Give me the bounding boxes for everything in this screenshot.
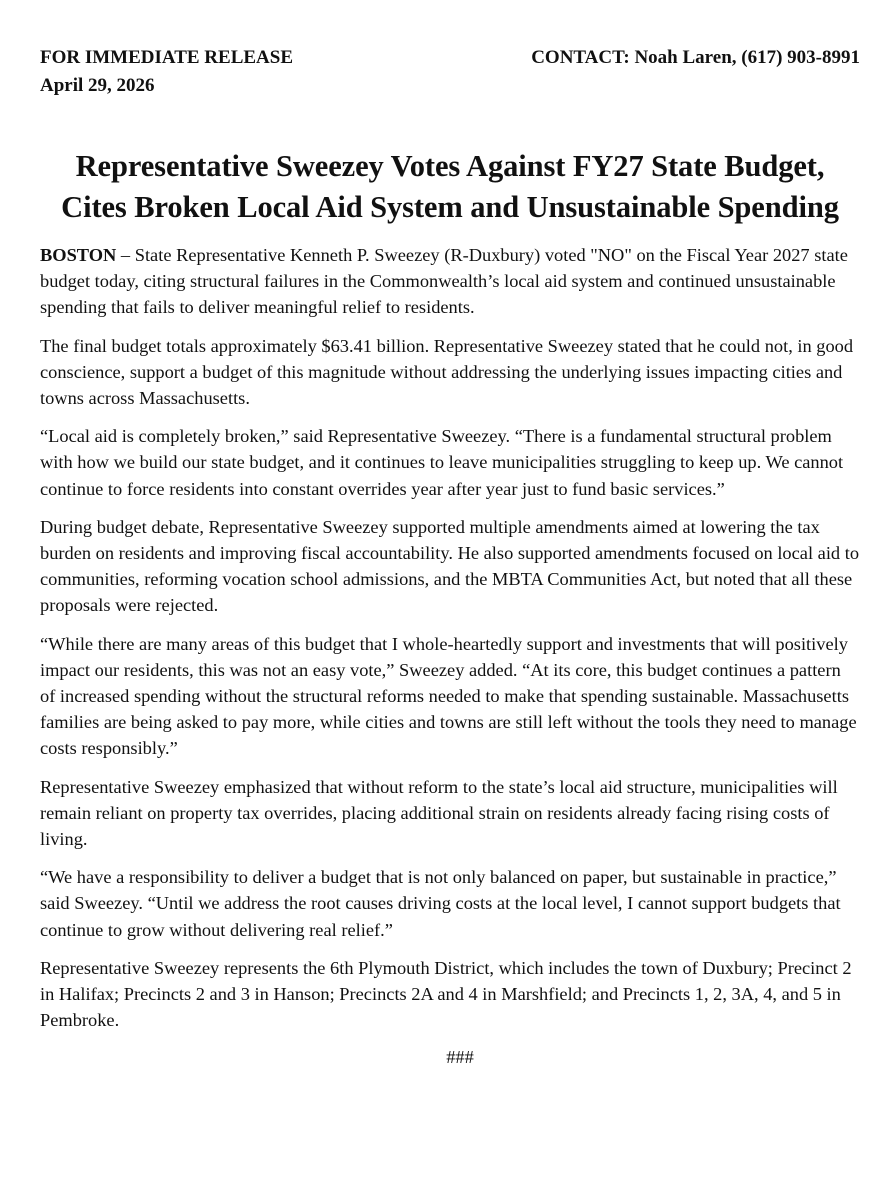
lead-paragraph (40, 242, 860, 321)
headline-line-1: Representative Sweezey Votes Against FY27 State Budget, (75, 149, 825, 183)
paragraph-vote-quote: “While there are many areas of this budget that I whole-heartedly support and investments that will positively impact our residents, this was not an easy vote,” Sweezey added. “At its core, this budget continues a pattern of increased spending without the structural reforms needed to make that spending sustainable. Massachusetts families are being asked to pay more, while cities and towns are still left without the tools they need to manage costs responsibly.” (40, 633, 857, 759)
headline-line-2: Cites Broken Local Aid System and Unsustainable Spending (61, 190, 839, 224)
release-label: FOR IMMEDIATE RELEASE (40, 47, 294, 68)
lead-text: – State Representative Kenneth P. Sweezey (R-Duxbury) voted "NO" on the Fiscal Year 2027 state budget today, citing structural failures in the Commonwealth’s local aid system and continued unsustainable spending that fails to deliver meaningful relief to residents. (40, 245, 848, 318)
paragraph-reform: Representative Sweezey emphasized that without reform to the state’s local aid structure, municipalities will remain reliant on property tax overrides, placing additional strain on residents already facing rising costs of living. (40, 776, 838, 850)
release-body (40, 242, 860, 1033)
paragraph-budget-total: The final budget totals approximately $63.41 billion. Representative Sweezey stated that he could not, in good conscience, support a budget of this magnitude without addressing the underlying issues impacting cities and towns across Massachusetts. (40, 335, 854, 409)
release-header (40, 44, 860, 100)
paragraph-local-aid-quote: “Local aid is completely broken,” said Representative Sweezey. “There is a fundamental structural problem with how we build our state budget, and it continues to leave municipalities struggling to keep up. We cannot continue to force residents into constant overrides year after year just to fund basic services.” (40, 426, 844, 499)
headline (40, 146, 860, 228)
release-date: April 29, 2026 (40, 75, 155, 96)
paragraph-responsibility-quote: “We have a responsibility to deliver a budget that is not only balanced on paper, but sustainable in practice,” said Sweezey. “Until we address the root causes driving costs at the local level, I cannot support budgets that continue to grow without delivering real relief.” (40, 867, 841, 940)
paragraph-district: Representative Sweezey represents the 6th Plymouth District, which includes the town of Duxbury; Precinct 2 in Halifax; Precincts 2 and 3 in Hanson; Precincts 2A and 4 in Marshfield; and Precincts 1, 2, 3A, 4, and 5 in Pembroke. (40, 957, 852, 1031)
contact-info: CONTACT: Noah Laren, (617) 903-8991 (531, 47, 860, 68)
release-info (40, 44, 293, 100)
dateline: BOSTON (40, 245, 117, 265)
end-mark: ### (446, 1047, 474, 1068)
paragraph-amendments: During budget debate, Representative Sweezey supported multiple amendments aimed at lowering the tax burden on residents and improving fiscal accountability. He also supported amendments focused on local aid to communities, reforming vocation school admissions, and the MBTA Communities Act, but noted that all these proposals were rejected. (40, 516, 860, 616)
